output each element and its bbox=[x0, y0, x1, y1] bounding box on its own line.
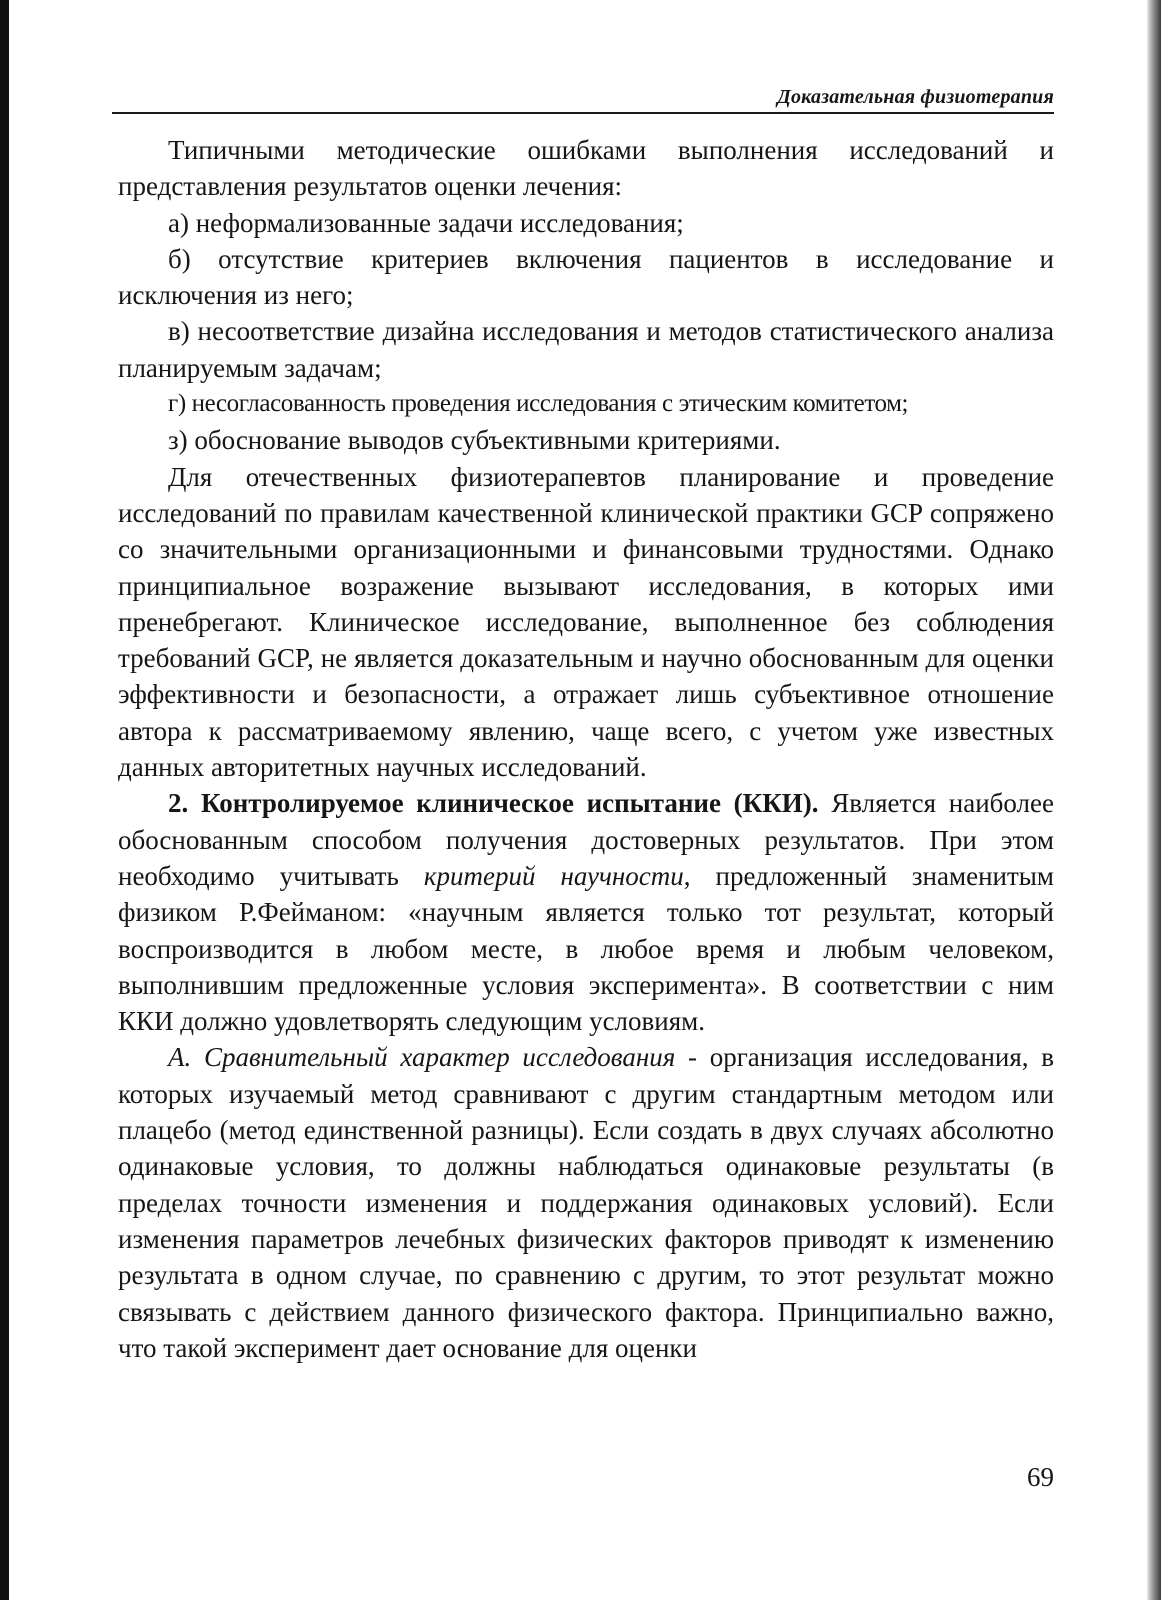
running-title: Доказательная физиотерапия bbox=[777, 86, 1054, 108]
list-item-g: г) несогласованность проведения исследования с этическим комитетом; bbox=[168, 390, 909, 418]
list-item-z: з) обоснование выводов субъективными критериями. bbox=[168, 425, 781, 456]
paragraph-errors-intro: Типичными методические ошибками выполнения исследований и представления результатов оценки лечения: bbox=[118, 135, 1054, 202]
paragraph-kki bbox=[118, 785, 1054, 1039]
list-item-v: в) несоответствие дизайна исследования и методов статистического анализа планируемым задачам; bbox=[118, 316, 1054, 383]
kki-criterion: критерий научности bbox=[423, 860, 684, 891]
kki-heading: 2. Контролируемое клиническое испытание (ККИ). bbox=[168, 788, 819, 819]
header-rule bbox=[112, 112, 1054, 114]
comparative-heading: А. Сравнительный характер исследования bbox=[168, 1042, 676, 1073]
comparative-text: - организация исследования, в которых изучаемый метод сравнивают с другим стандартным методом или плацебо (метод единственной разницы). Если создать в двух случаях абсолютно одинаковые условия, то должны наблюдаться одинаковые результаты (в пределах точности изменения и поддержания одинаковых условий). Если изменения параметров лечебных физических факторов приводят к изменению результата в одном случае, по сравнению с другим, то этот результат можно связывать с действием данного физического фактора. Принципиально важно, что такой эксперимент дает основание для оценки bbox=[118, 1042, 1054, 1363]
page-number: 69 bbox=[1027, 1462, 1054, 1492]
kki-text-2: , предложенный знаменитым физиком Р.Фейманом: «научным является только тот результат, который воспроизводится в любом месте, в любое время и любым человеком, выполнившим предложенные условия эксперимента». В соответствии с ним ККИ должно удовлетворять следующим условиям. bbox=[118, 860, 1054, 1037]
scan-edge-left bbox=[0, 0, 9, 1600]
list-item-a: а) неформализованные задачи исследования; bbox=[168, 207, 684, 238]
paragraph-gcp: Для отечественных физиотерапевтов планирование и проведение исследований по правилам качественной клинической практики GCP сопряжено со значительными организационными и финансовыми трудностями. Однако принципиальное возражение вызывают исследования, в которых ими пренебрегают. Клиническое исследование, выполненное без соблюдения требований GCP, не является доказательным и научно обоснованным для оценки эффективности и безопасности, а отражает лишь субъективное отношение автора к рассматриваемому явлению, чаще всего, с учетом уже известных данных авторитетных научных исследований. bbox=[118, 461, 1054, 783]
book-page bbox=[118, 0, 1054, 1600]
scan-edge-right bbox=[1147, 0, 1161, 1600]
page-body bbox=[118, 132, 1054, 1366]
kki-text-1: Является наиболее обоснованным способом получения достоверных результатов. При этом необходимо учитывать bbox=[118, 788, 1054, 891]
paragraph-comparative bbox=[118, 1039, 1054, 1366]
list-item-b: б) отсутствие критериев включения пациентов в исследование и исключения из него; bbox=[118, 243, 1054, 311]
